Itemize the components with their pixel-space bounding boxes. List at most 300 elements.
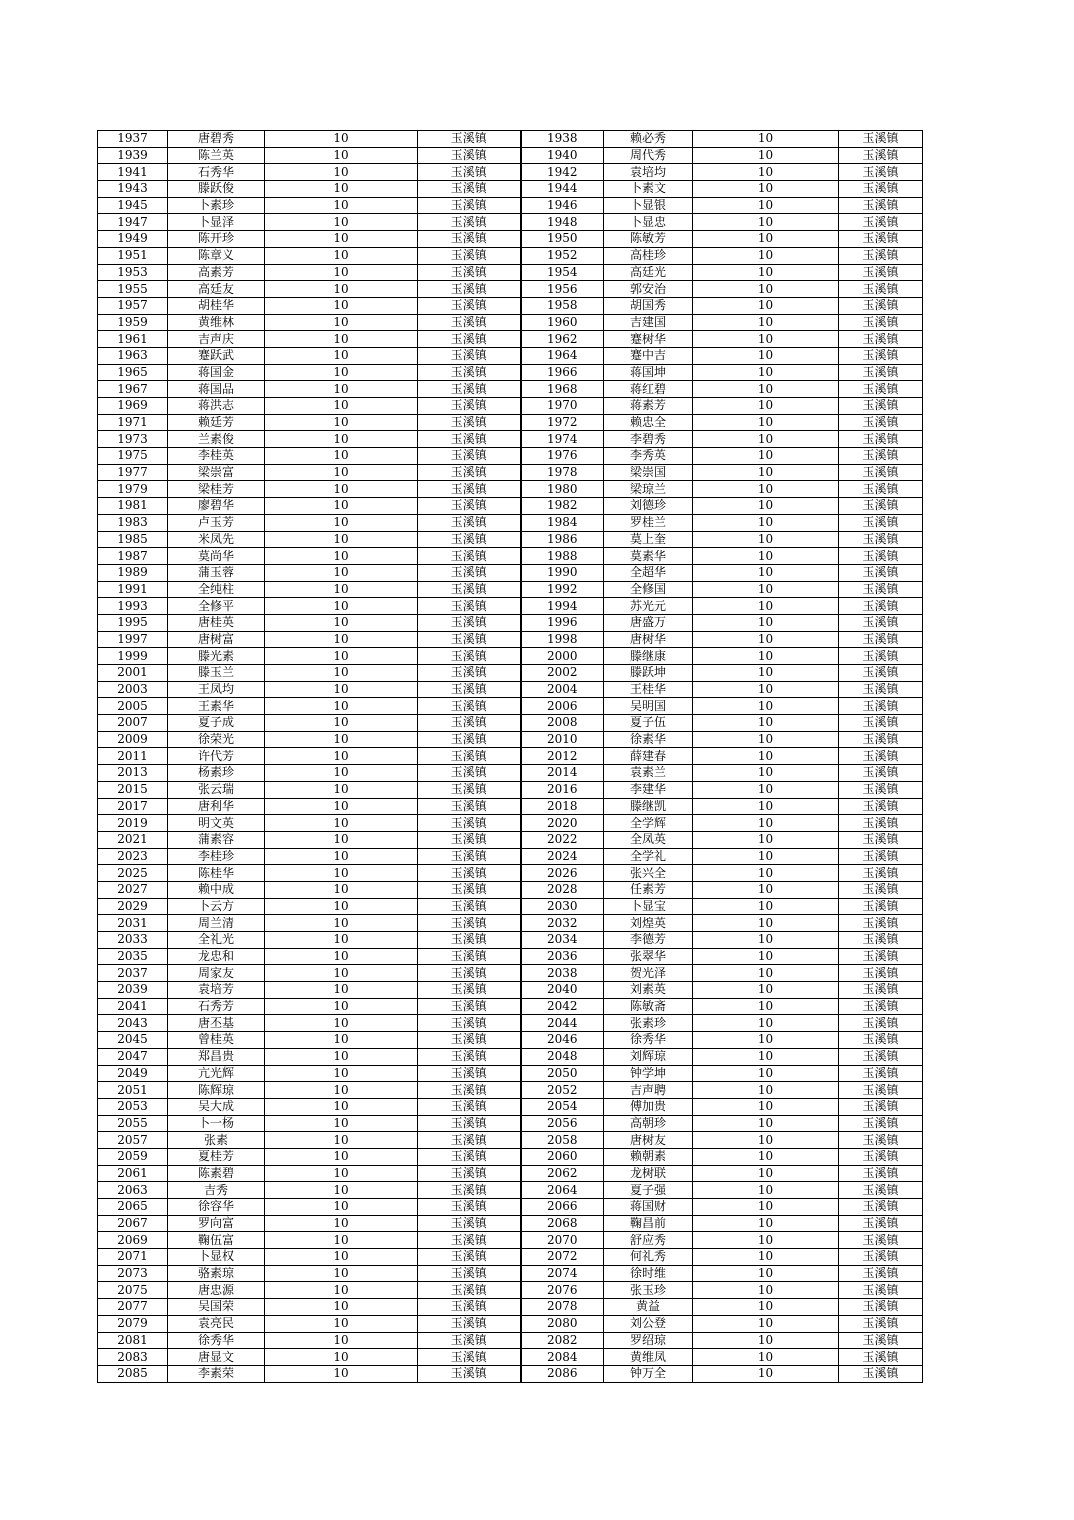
cell-amount-right: 10 xyxy=(693,214,839,231)
cell-town-right: 玉溪镇 xyxy=(839,498,923,515)
table-row xyxy=(98,1249,923,1266)
cell-name-right: 徐秀华 xyxy=(604,1032,693,1049)
cell-name-left: 全礼光 xyxy=(168,932,265,949)
cell-town-right: 玉溪镇 xyxy=(839,1249,923,1266)
cell-id-right: 1970 xyxy=(521,398,604,415)
cell-id-left: 2029 xyxy=(98,898,168,915)
cell-id-right: 1984 xyxy=(521,514,604,531)
cell-town-right: 玉溪镇 xyxy=(839,1349,923,1366)
cell-town-left: 玉溪镇 xyxy=(418,147,521,164)
cell-amount-left: 10 xyxy=(265,1048,418,1065)
cell-amount-right: 10 xyxy=(693,648,839,665)
cell-name-right: 蒋国财 xyxy=(604,1199,693,1216)
cell-amount-right: 10 xyxy=(693,765,839,782)
cell-name-left: 李桂珍 xyxy=(168,848,265,865)
cell-name-left: 卢玉芳 xyxy=(168,514,265,531)
cell-amount-left: 10 xyxy=(265,1365,418,1382)
table-row xyxy=(98,731,923,748)
cell-id-right: 2064 xyxy=(521,1182,604,1199)
cell-town-right: 玉溪镇 xyxy=(839,631,923,648)
cell-town-left: 玉溪镇 xyxy=(418,297,521,314)
cell-id-left: 2037 xyxy=(98,965,168,982)
table-row xyxy=(98,1215,923,1232)
cell-name-left: 唐忠源 xyxy=(168,1282,265,1299)
cell-town-right: 玉溪镇 xyxy=(839,781,923,798)
cell-town-left: 玉溪镇 xyxy=(418,364,521,381)
cell-id-right: 2028 xyxy=(521,881,604,898)
cell-id-left: 2057 xyxy=(98,1132,168,1149)
cell-amount-left: 10 xyxy=(265,1115,418,1132)
cell-amount-left: 10 xyxy=(265,231,418,248)
cell-name-right: 高朝珍 xyxy=(604,1115,693,1132)
cell-id-right: 1992 xyxy=(521,581,604,598)
cell-name-left: 李素荣 xyxy=(168,1365,265,1382)
cell-town-right: 玉溪镇 xyxy=(839,247,923,264)
cell-id-right: 1962 xyxy=(521,331,604,348)
cell-name-left: 石秀华 xyxy=(168,164,265,181)
cell-name-right: 滕跃坤 xyxy=(604,665,693,682)
cell-amount-left: 10 xyxy=(265,1215,418,1232)
cell-id-right: 2034 xyxy=(521,932,604,949)
table-row xyxy=(98,1315,923,1332)
table-row xyxy=(98,1349,923,1366)
cell-town-left: 玉溪镇 xyxy=(418,748,521,765)
cell-id-left: 2061 xyxy=(98,1165,168,1182)
cell-name-right: 张玉珍 xyxy=(604,1282,693,1299)
cell-id-right: 1966 xyxy=(521,364,604,381)
cell-name-right: 莫上奎 xyxy=(604,531,693,548)
cell-id-right: 2018 xyxy=(521,798,604,815)
cell-name-right: 夏子强 xyxy=(604,1182,693,1199)
cell-amount-left: 10 xyxy=(265,548,418,565)
table-row xyxy=(98,1182,923,1199)
cell-id-left: 2065 xyxy=(98,1199,168,1216)
cell-name-right: 高桂珍 xyxy=(604,247,693,264)
cell-amount-left: 10 xyxy=(265,431,418,448)
cell-name-right: 蒋红碧 xyxy=(604,381,693,398)
cell-name-left: 王凤均 xyxy=(168,681,265,698)
cell-amount-left: 10 xyxy=(265,1065,418,1082)
cell-amount-left: 10 xyxy=(265,414,418,431)
cell-id-left: 1997 xyxy=(98,631,168,648)
cell-amount-left: 10 xyxy=(265,164,418,181)
cell-id-right: 2006 xyxy=(521,698,604,715)
cell-town-left: 玉溪镇 xyxy=(418,347,521,364)
cell-town-left: 玉溪镇 xyxy=(418,1332,521,1349)
cell-amount-left: 10 xyxy=(265,698,418,715)
cell-id-left: 1977 xyxy=(98,464,168,481)
cell-id-right: 1974 xyxy=(521,431,604,448)
cell-id-left: 2007 xyxy=(98,715,168,732)
cell-name-left: 夏桂芳 xyxy=(168,1148,265,1165)
cell-town-left: 玉溪镇 xyxy=(418,1082,521,1099)
cell-id-left: 1945 xyxy=(98,197,168,214)
cell-amount-left: 10 xyxy=(265,197,418,214)
cell-amount-left: 10 xyxy=(265,297,418,314)
cell-name-left: 许代芳 xyxy=(168,748,265,765)
cell-amount-left: 10 xyxy=(265,865,418,882)
cell-name-left: 石秀芳 xyxy=(168,998,265,1015)
cell-name-left: 蹇跃武 xyxy=(168,347,265,364)
cell-name-left: 滕跃俊 xyxy=(168,181,265,198)
table-row xyxy=(98,147,923,164)
cell-name-right: 梁崇国 xyxy=(604,464,693,481)
cell-name-right: 胡国秀 xyxy=(604,297,693,314)
table-row xyxy=(98,665,923,682)
cell-id-left: 1941 xyxy=(98,164,168,181)
cell-amount-right: 10 xyxy=(693,347,839,364)
cell-id-right: 2058 xyxy=(521,1132,604,1149)
cell-amount-left: 10 xyxy=(265,1015,418,1032)
cell-name-right: 赖必秀 xyxy=(604,131,693,148)
cell-id-right: 1944 xyxy=(521,181,604,198)
cell-town-right: 玉溪镇 xyxy=(839,715,923,732)
cell-town-right: 玉溪镇 xyxy=(839,1332,923,1349)
cell-id-left: 2077 xyxy=(98,1299,168,1316)
cell-id-right: 1950 xyxy=(521,231,604,248)
cell-id-left: 1967 xyxy=(98,381,168,398)
cell-name-left: 赖中成 xyxy=(168,881,265,898)
table-row xyxy=(98,264,923,281)
cell-amount-right: 10 xyxy=(693,264,839,281)
cell-name-right: 李秀英 xyxy=(604,448,693,465)
table-row xyxy=(98,364,923,381)
cell-town-left: 玉溪镇 xyxy=(418,665,521,682)
cell-amount-left: 10 xyxy=(265,982,418,999)
cell-town-right: 玉溪镇 xyxy=(839,314,923,331)
cell-town-right: 玉溪镇 xyxy=(839,481,923,498)
table-row xyxy=(98,881,923,898)
table-row xyxy=(98,1098,923,1115)
cell-town-left: 玉溪镇 xyxy=(418,1299,521,1316)
cell-id-right: 2052 xyxy=(521,1082,604,1099)
cell-name-left: 周兰清 xyxy=(168,915,265,932)
cell-id-right: 2086 xyxy=(521,1365,604,1382)
table-row xyxy=(98,748,923,765)
cell-name-left: 陈桂华 xyxy=(168,865,265,882)
cell-amount-left: 10 xyxy=(265,448,418,465)
cell-id-left: 2009 xyxy=(98,731,168,748)
cell-amount-right: 10 xyxy=(693,665,839,682)
cell-name-left: 蒋洪志 xyxy=(168,398,265,415)
cell-town-left: 玉溪镇 xyxy=(418,881,521,898)
cell-amount-right: 10 xyxy=(693,932,839,949)
cell-name-right: 夏子伍 xyxy=(604,715,693,732)
cell-id-left: 2081 xyxy=(98,1332,168,1349)
cell-id-left: 2067 xyxy=(98,1215,168,1232)
cell-name-right: 吉声聘 xyxy=(604,1082,693,1099)
table-row xyxy=(98,414,923,431)
cell-name-left: 吉声庆 xyxy=(168,331,265,348)
cell-town-left: 玉溪镇 xyxy=(418,1315,521,1332)
cell-town-left: 玉溪镇 xyxy=(418,1148,521,1165)
cell-town-right: 玉溪镇 xyxy=(839,214,923,231)
cell-town-left: 玉溪镇 xyxy=(418,1199,521,1216)
cell-id-left: 2059 xyxy=(98,1148,168,1165)
cell-amount-left: 10 xyxy=(265,681,418,698)
cell-id-left: 1955 xyxy=(98,281,168,298)
cell-amount-left: 10 xyxy=(265,1332,418,1349)
cell-name-left: 梁桂芳 xyxy=(168,481,265,498)
cell-amount-right: 10 xyxy=(693,781,839,798)
cell-town-right: 玉溪镇 xyxy=(839,1282,923,1299)
cell-town-right: 玉溪镇 xyxy=(839,998,923,1015)
cell-town-right: 玉溪镇 xyxy=(839,431,923,448)
cell-id-left: 2055 xyxy=(98,1115,168,1132)
cell-amount-right: 10 xyxy=(693,314,839,331)
cell-amount-right: 10 xyxy=(693,831,839,848)
cell-town-left: 玉溪镇 xyxy=(418,831,521,848)
cell-amount-left: 10 xyxy=(265,1315,418,1332)
cell-id-right: 2078 xyxy=(521,1299,604,1316)
cell-town-left: 玉溪镇 xyxy=(418,998,521,1015)
cell-amount-right: 10 xyxy=(693,1082,839,1099)
cell-amount-left: 10 xyxy=(265,598,418,615)
cell-name-left: 徐荣光 xyxy=(168,731,265,748)
cell-amount-right: 10 xyxy=(693,131,839,148)
cell-town-left: 玉溪镇 xyxy=(418,131,521,148)
table-row xyxy=(98,331,923,348)
cell-town-left: 玉溪镇 xyxy=(418,631,521,648)
table-body xyxy=(98,131,923,1383)
cell-id-right: 1976 xyxy=(521,448,604,465)
table-row xyxy=(98,631,923,648)
table-row xyxy=(98,1015,923,1032)
cell-id-right: 1972 xyxy=(521,414,604,431)
cell-id-right: 2062 xyxy=(521,1165,604,1182)
cell-name-left: 赖廷芳 xyxy=(168,414,265,431)
cell-amount-right: 10 xyxy=(693,1032,839,1049)
cell-amount-left: 10 xyxy=(265,131,418,148)
cell-id-left: 1949 xyxy=(98,231,168,248)
cell-town-left: 玉溪镇 xyxy=(418,481,521,498)
cell-name-right: 李德芳 xyxy=(604,932,693,949)
table-row xyxy=(98,314,923,331)
table-row xyxy=(98,297,923,314)
cell-id-right: 1954 xyxy=(521,264,604,281)
cell-name-left: 周家友 xyxy=(168,965,265,982)
cell-name-right: 陈敏芳 xyxy=(604,231,693,248)
cell-id-left: 1957 xyxy=(98,297,168,314)
cell-town-left: 玉溪镇 xyxy=(418,1182,521,1199)
cell-town-left: 玉溪镇 xyxy=(418,247,521,264)
cell-id-left: 1937 xyxy=(98,131,168,148)
cell-name-right: 滕继凯 xyxy=(604,798,693,815)
table-row xyxy=(98,231,923,248)
cell-amount-right: 10 xyxy=(693,982,839,999)
cell-name-right: 袁培均 xyxy=(604,164,693,181)
cell-id-right: 2012 xyxy=(521,748,604,765)
cell-town-right: 玉溪镇 xyxy=(839,798,923,815)
cell-name-left: 杨素珍 xyxy=(168,765,265,782)
cell-id-right: 2072 xyxy=(521,1249,604,1266)
cell-id-right: 2054 xyxy=(521,1098,604,1115)
cell-amount-left: 10 xyxy=(265,1265,418,1282)
cell-amount-right: 10 xyxy=(693,748,839,765)
cell-amount-right: 10 xyxy=(693,631,839,648)
cell-name-left: 蒋国品 xyxy=(168,381,265,398)
cell-amount-right: 10 xyxy=(693,197,839,214)
cell-town-left: 玉溪镇 xyxy=(418,1032,521,1049)
cell-amount-right: 10 xyxy=(693,848,839,865)
cell-amount-left: 10 xyxy=(265,998,418,1015)
cell-town-right: 玉溪镇 xyxy=(839,1082,923,1099)
cell-town-right: 玉溪镇 xyxy=(839,364,923,381)
cell-id-right: 2082 xyxy=(521,1332,604,1349)
cell-amount-right: 10 xyxy=(693,247,839,264)
cell-id-right: 2010 xyxy=(521,731,604,748)
cell-name-right: 刘煌英 xyxy=(604,915,693,932)
table-row xyxy=(98,715,923,732)
table-row xyxy=(98,398,923,415)
table-row xyxy=(98,1148,923,1165)
cell-name-left: 鞠伍富 xyxy=(168,1232,265,1249)
cell-id-right: 2060 xyxy=(521,1148,604,1165)
cell-id-left: 2015 xyxy=(98,781,168,798)
cell-name-right: 唐树华 xyxy=(604,631,693,648)
cell-id-left: 1973 xyxy=(98,431,168,448)
cell-town-left: 玉溪镇 xyxy=(418,214,521,231)
cell-town-right: 玉溪镇 xyxy=(839,932,923,949)
cell-town-right: 玉溪镇 xyxy=(839,1365,923,1382)
table-row xyxy=(98,948,923,965)
cell-name-right: 周代秀 xyxy=(604,147,693,164)
cell-id-right: 2056 xyxy=(521,1115,604,1132)
cell-name-right: 鞠昌前 xyxy=(604,1215,693,1232)
cell-id-left: 1979 xyxy=(98,481,168,498)
table-row xyxy=(98,581,923,598)
cell-name-left: 曾桂英 xyxy=(168,1032,265,1049)
cell-name-right: 蹇中吉 xyxy=(604,347,693,364)
cell-name-left: 唐丕基 xyxy=(168,1015,265,1032)
table-row xyxy=(98,1232,923,1249)
cell-id-right: 2026 xyxy=(521,865,604,882)
cell-town-left: 玉溪镇 xyxy=(418,598,521,615)
cell-amount-right: 10 xyxy=(693,1199,839,1216)
cell-amount-left: 10 xyxy=(265,848,418,865)
cell-amount-left: 10 xyxy=(265,264,418,281)
cell-town-left: 玉溪镇 xyxy=(418,715,521,732)
cell-town-right: 玉溪镇 xyxy=(839,815,923,832)
cell-amount-right: 10 xyxy=(693,815,839,832)
cell-town-left: 玉溪镇 xyxy=(418,1249,521,1266)
cell-town-right: 玉溪镇 xyxy=(839,915,923,932)
cell-id-right: 2066 xyxy=(521,1199,604,1216)
table-row xyxy=(98,381,923,398)
cell-id-left: 2041 xyxy=(98,998,168,1015)
cell-name-left: 唐桂英 xyxy=(168,614,265,631)
cell-name-left: 李桂英 xyxy=(168,448,265,465)
cell-name-left: 陈开珍 xyxy=(168,231,265,248)
cell-name-left: 张云瑞 xyxy=(168,781,265,798)
cell-id-right: 2004 xyxy=(521,681,604,698)
cell-amount-right: 10 xyxy=(693,498,839,515)
cell-town-right: 玉溪镇 xyxy=(839,381,923,398)
cell-amount-right: 10 xyxy=(693,1232,839,1249)
table-row xyxy=(98,564,923,581)
cell-amount-right: 10 xyxy=(693,1349,839,1366)
cell-amount-right: 10 xyxy=(693,1115,839,1132)
cell-amount-left: 10 xyxy=(265,1249,418,1266)
cell-name-left: 罗向富 xyxy=(168,1215,265,1232)
cell-name-right: 莫素华 xyxy=(604,548,693,565)
cell-id-left: 2013 xyxy=(98,765,168,782)
cell-id-left: 1965 xyxy=(98,364,168,381)
cell-id-right: 1956 xyxy=(521,281,604,298)
cell-name-right: 黄益 xyxy=(604,1299,693,1316)
cell-id-right: 2080 xyxy=(521,1315,604,1332)
cell-amount-left: 10 xyxy=(265,614,418,631)
cell-town-right: 玉溪镇 xyxy=(839,448,923,465)
cell-amount-left: 10 xyxy=(265,364,418,381)
cell-id-right: 1938 xyxy=(521,131,604,148)
cell-town-left: 玉溪镇 xyxy=(418,982,521,999)
cell-town-left: 玉溪镇 xyxy=(418,1282,521,1299)
cell-amount-right: 10 xyxy=(693,1098,839,1115)
table-row xyxy=(98,798,923,815)
cell-town-left: 玉溪镇 xyxy=(418,548,521,565)
cell-name-left: 唐利华 xyxy=(168,798,265,815)
cell-amount-right: 10 xyxy=(693,1215,839,1232)
cell-id-right: 2038 xyxy=(521,965,604,982)
cell-name-right: 全学礼 xyxy=(604,848,693,865)
cell-amount-left: 10 xyxy=(265,898,418,915)
table-row xyxy=(98,1032,923,1049)
table-row xyxy=(98,1332,923,1349)
cell-amount-right: 10 xyxy=(693,564,839,581)
cell-town-right: 玉溪镇 xyxy=(839,982,923,999)
cell-town-left: 玉溪镇 xyxy=(418,614,521,631)
cell-id-right: 1978 xyxy=(521,464,604,481)
cell-amount-right: 10 xyxy=(693,147,839,164)
cell-id-left: 2071 xyxy=(98,1249,168,1266)
cell-name-right: 袁素兰 xyxy=(604,765,693,782)
cell-id-right: 2002 xyxy=(521,665,604,682)
cell-id-right: 2084 xyxy=(521,1349,604,1366)
cell-id-right: 2046 xyxy=(521,1032,604,1049)
cell-name-left: 袁培芳 xyxy=(168,982,265,999)
cell-amount-left: 10 xyxy=(265,181,418,198)
cell-town-right: 玉溪镇 xyxy=(839,331,923,348)
cell-id-left: 2045 xyxy=(98,1032,168,1049)
cell-id-left: 2031 xyxy=(98,915,168,932)
cell-town-right: 玉溪镇 xyxy=(839,948,923,965)
table-row xyxy=(98,1265,923,1282)
cell-name-left: 龙忠和 xyxy=(168,948,265,965)
cell-amount-right: 10 xyxy=(693,1132,839,1149)
cell-town-right: 玉溪镇 xyxy=(839,1182,923,1199)
cell-town-right: 玉溪镇 xyxy=(839,648,923,665)
cell-id-left: 1953 xyxy=(98,264,168,281)
cell-amount-right: 10 xyxy=(693,414,839,431)
cell-name-left: 梁崇富 xyxy=(168,464,265,481)
cell-name-right: 傅加贵 xyxy=(604,1098,693,1115)
cell-name-left: 吴国荣 xyxy=(168,1299,265,1316)
cell-amount-right: 10 xyxy=(693,231,839,248)
cell-town-right: 玉溪镇 xyxy=(839,264,923,281)
cell-town-left: 玉溪镇 xyxy=(418,398,521,415)
cell-amount-left: 10 xyxy=(265,815,418,832)
cell-town-left: 玉溪镇 xyxy=(418,648,521,665)
cell-amount-right: 10 xyxy=(693,448,839,465)
cell-id-left: 2043 xyxy=(98,1015,168,1032)
cell-id-left: 2033 xyxy=(98,932,168,949)
cell-id-left: 2069 xyxy=(98,1232,168,1249)
cell-name-left: 全修平 xyxy=(168,598,265,615)
cell-id-left: 1987 xyxy=(98,548,168,565)
cell-id-right: 2008 xyxy=(521,715,604,732)
cell-name-left: 卜云方 xyxy=(168,898,265,915)
